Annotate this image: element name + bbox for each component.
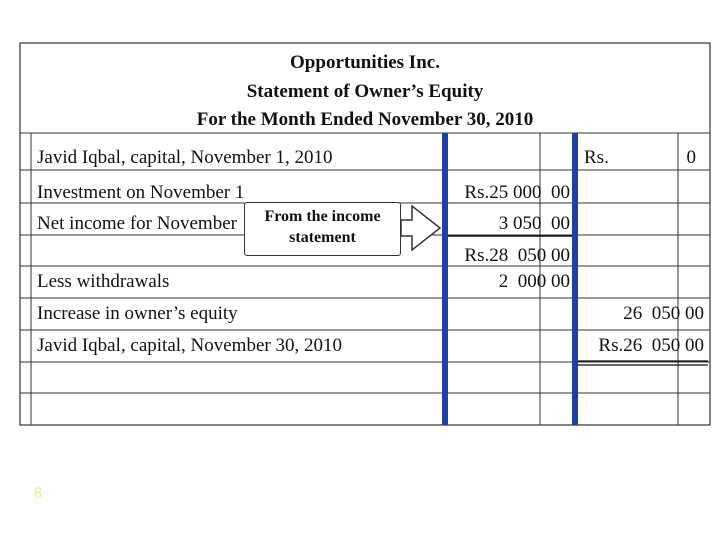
opening-balance: 0 [686, 147, 696, 168]
net-income-amount: 3 050 00 [498, 213, 570, 234]
row-label: Increase in owner’s equity [37, 303, 238, 324]
row-label: Net income for November [37, 213, 237, 234]
callout-line-2: statement [289, 229, 356, 246]
callout-line-1: From the income [264, 208, 381, 225]
page-number: 8 [34, 485, 42, 502]
callout-box [244, 202, 401, 256]
withdrawals-amount: 2 000 00 [498, 271, 570, 292]
investment-amount: Rs.25 000 00 [464, 182, 570, 203]
currency-label: Rs. [584, 147, 609, 168]
statement-period: For the Month Ended November 30, 2010 [196, 109, 534, 130]
row-label: Investment on November 1 [37, 182, 245, 203]
subtotal-amount: Rs.28 050 00 [464, 245, 570, 266]
equity-increase-amount: 26 050 00 [623, 303, 704, 324]
blue-column-rule-2 [572, 133, 578, 425]
row-label: Javid Iqbal, capital, November 1, 2010 [37, 147, 333, 168]
company-name: Opportunities Inc. [290, 52, 440, 73]
closing-balance-amount: Rs.26 050 00 [598, 335, 704, 356]
statement-title: Statement of Owner’s Equity [246, 81, 484, 102]
row-label: Less withdrawals [37, 271, 170, 292]
row-label: Javid Iqbal, capital, November 30, 2010 [37, 335, 342, 356]
